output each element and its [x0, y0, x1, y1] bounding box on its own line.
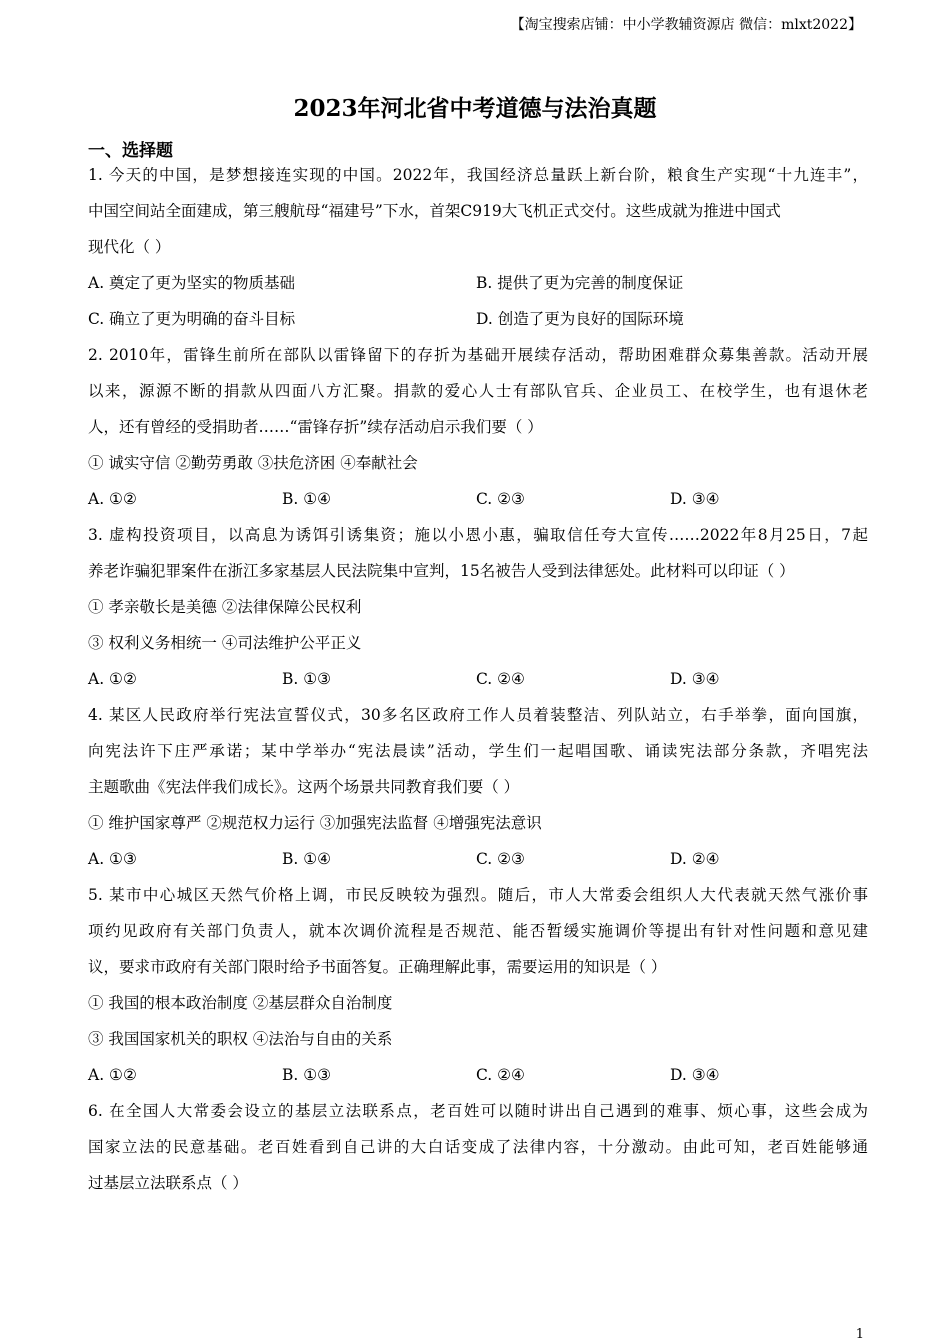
answer-options [88, 1057, 868, 1093]
question-text-line: 4. 某区人民政府举行宪法宣誓仪式，30多名区政府工作人员着装整洁、列队站立，右手举拳，面向国旗， [88, 706, 868, 724]
statement-line: ① 诚实守信 ②勤劳勇敢 ③扶危济困 ④奉献社会 [88, 454, 418, 472]
option-a[interactable]: A. 奠定了更为坚实的物质基础 [88, 274, 296, 292]
question-text-line: 现代化（ ） [88, 238, 171, 256]
option-a[interactable]: A. ①② [88, 1066, 137, 1084]
statement-line: ① 我国的根本政治制度 ②基层群众自治制度 [88, 994, 393, 1012]
option-a[interactable]: A. ①③ [88, 850, 137, 868]
option-c[interactable]: C. 确立了更为明确的奋斗目标 [88, 310, 296, 328]
option-b[interactable]: B. ①③ [282, 1066, 332, 1084]
option-c[interactable]: C. ②④ [476, 1066, 525, 1084]
question-1 [88, 157, 868, 337]
question-text-line: 5. 某市中心城区天然气价格上调，市民反映较为强烈。随后，市人大常委会组织人大代表就天然气涨价事 [88, 886, 868, 904]
statement-line: ① 孝亲敬长是美德 ②法律保障公民权利 [88, 598, 362, 616]
question-text-line: 向宪法许下庄严承诺；某中学举办“宪法晨读”活动，学生们一起唱国歌、诵读宪法部分条款，齐唱宪法 [88, 742, 868, 760]
question-2 [88, 337, 868, 517]
question-6 [88, 1093, 868, 1201]
statement-line: ① 维护国家尊严 ②规范权力运行 ③加强宪法监督 ④增强宪法意识 [88, 814, 542, 832]
option-d[interactable]: D. ③④ [670, 670, 720, 688]
option-c[interactable]: C. ②④ [476, 670, 525, 688]
option-b[interactable]: B. ①④ [282, 490, 332, 508]
question-3 [88, 517, 868, 697]
question-5 [88, 877, 868, 1093]
option-d[interactable]: D. ③④ [670, 1066, 720, 1084]
option-b[interactable]: B. ①④ [282, 850, 332, 868]
option-a[interactable]: A. ①② [88, 670, 137, 688]
question-text-line: 国家立法的民意基础。老百姓看到自己讲的大白话变成了法律内容，十分激动。由此可知，老百姓能够通 [88, 1138, 868, 1156]
question-text-line: 项约见政府有关部门负责人，就本次调价流程是否规范、能否暂缓实施调价等提出有针对性问题和意见建 [88, 922, 868, 940]
question-text-line: 养老诈骗犯罪案件在浙江多家基层人民法院集中宣判，15名被告人受到法律惩处。此材料可以印证（ ） [88, 562, 795, 580]
option-d[interactable]: D. ③④ [670, 490, 720, 508]
answer-options [88, 265, 868, 301]
option-c[interactable]: C. ②③ [476, 850, 525, 868]
option-b[interactable]: B. ①③ [282, 670, 332, 688]
statement-line: ③ 我国国家机关的职权 ④法治与自由的关系 [88, 1030, 393, 1048]
page-title: 2023年河北省中考道德与法治真题 [293, 95, 657, 122]
option-a[interactable]: A. ①② [88, 490, 137, 508]
option-b[interactable]: B. 提供了更为完善的制度保证 [476, 274, 684, 292]
question-text-line: 以来，源源不断的捐款从四面八方汇聚。捐款的爱心人士有部队官兵、企业员工、在校学生，也有退休老 [88, 382, 868, 400]
question-text-line: 人，还有曾经的受捐助者……“雷锋存折”续存活动启示我们要（ ） [88, 418, 543, 436]
question-text-line: 主题歌曲《宪法伴我们成长》。这两个场景共同教育我们要（ ） [88, 778, 520, 796]
question-list [88, 157, 868, 1201]
answer-options [88, 481, 868, 517]
question-text-line: 3. 虚构投资项目，以高息为诱饵引诱集资；施以小恩小惠，骗取信任夸大宣传……2022年8月25日，7起 [88, 526, 868, 544]
page-number: 1 [855, 1327, 864, 1342]
statement-line: ③ 权利义务相统一 ④司法维护公平正义 [88, 634, 362, 652]
answer-options [88, 841, 868, 877]
option-c[interactable]: C. ②③ [476, 490, 525, 508]
option-d[interactable]: D. ②④ [670, 850, 720, 868]
section-heading: 一、选择题 [88, 141, 173, 161]
question-text-line: 议，要求市政府有关部门限时给予书面答复。正确理解此事，需要运用的知识是（ ） [88, 958, 667, 976]
question-4 [88, 697, 868, 877]
option-d[interactable]: D. 创造了更为良好的国际环境 [476, 310, 684, 328]
answer-options [88, 661, 868, 697]
question-text-line: 过基层立法联系点（ ） [88, 1174, 248, 1192]
question-text-line: 2. 2010年，雷锋生前所在部队以雷锋留下的存折为基础开展续存活动，帮助困难群众募集善款。活动开展 [88, 346, 868, 364]
answer-options [88, 301, 868, 337]
question-text-line: 中国空间站全面建成，第三艘航母“福建号”下水，首架C919大飞机正式交付。这些成就为推进中国式 [88, 202, 781, 220]
header-note: 【淘宝搜索店铺：中小学教辅资源店 微信：mlxt2022】 [510, 17, 862, 33]
question-text-line: 1. 今天的中国，是梦想接连实现的中国。2022年，我国经济总量跃上新台阶，粮食生产实现“十九连丰”， [88, 166, 868, 184]
question-text-line: 6. 在全国人大常委会设立的基层立法联系点，老百姓可以随时讲出自己遇到的难事、烦心事，这些会成为 [88, 1102, 868, 1120]
